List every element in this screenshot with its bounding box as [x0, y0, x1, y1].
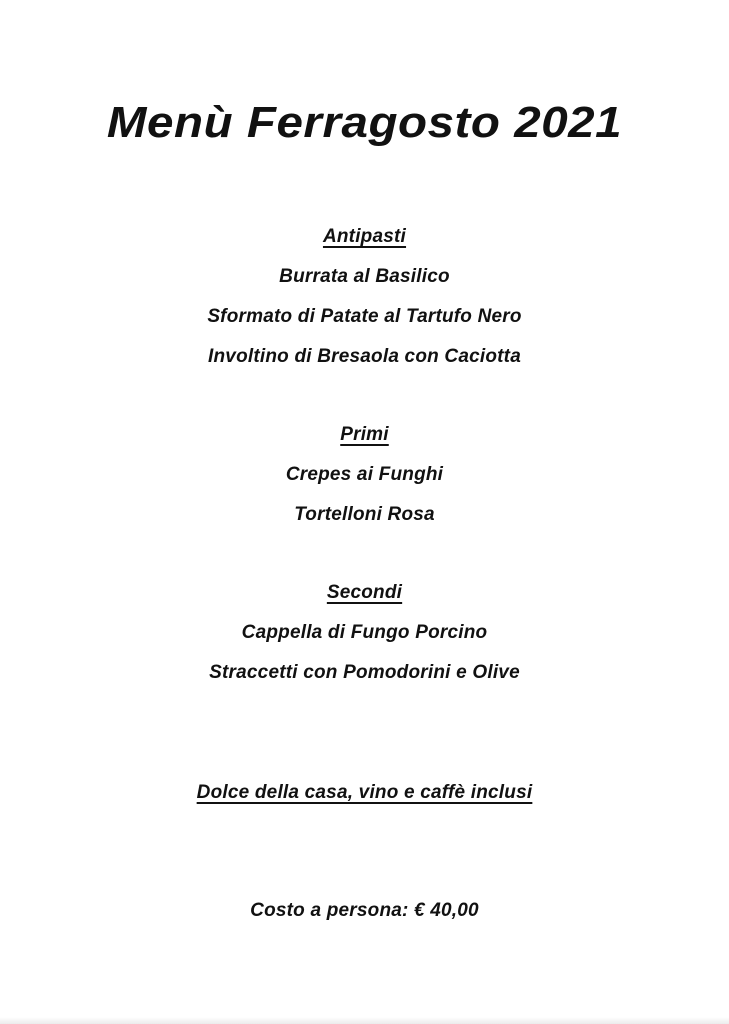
section-heading: Antipasti [322, 226, 407, 247]
menu-item: Burrata al Basilico [279, 266, 450, 287]
price-line: Costo a persona: € 40,00 [250, 900, 479, 921]
menu-item: Sformato di Patate al Tartufo Nero [207, 306, 522, 327]
menu-title-text: Menù Ferragosto 2021 [106, 98, 623, 147]
included-note: Dolce della casa, vino e caffè inclusi [196, 782, 533, 803]
section-antipasti [0, 217, 729, 377]
section-primi [0, 415, 729, 535]
menu-item: Cappella di Fungo Porcino [241, 622, 488, 643]
menu-item: Involtino di Bresaola con Caciotta [208, 346, 521, 367]
menu-item: Straccetti con Pomodorini e Olive [209, 662, 520, 683]
page-bottom-shadow [0, 1017, 729, 1024]
menu-item: Tortelloni Rosa [294, 504, 435, 525]
section-secondi [0, 573, 729, 693]
section-heading: Secondi [326, 582, 403, 603]
menu-title [0, 0, 729, 150]
menu-item: Crepes ai Funghi [285, 464, 444, 485]
section-heading: Primi [340, 424, 389, 445]
